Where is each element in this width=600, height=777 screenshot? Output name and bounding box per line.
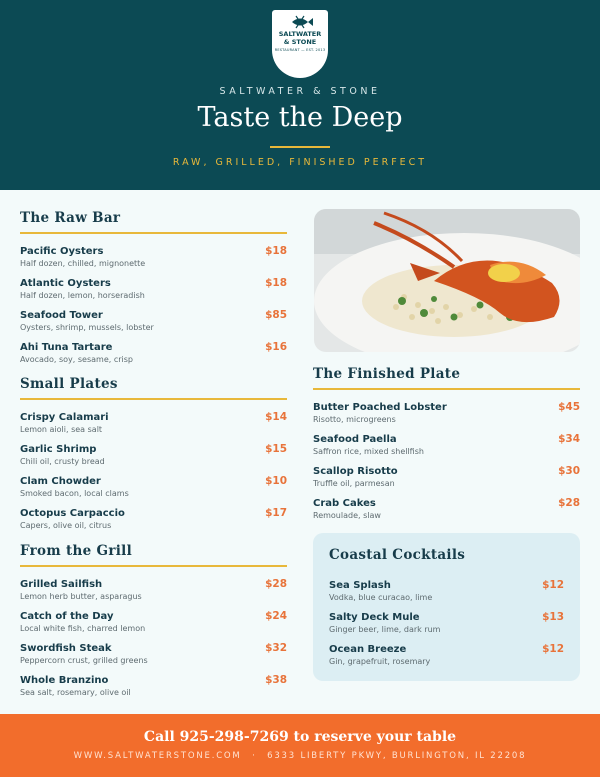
section-small-plates <box>20 376 287 540</box>
menu-item <box>20 246 287 278</box>
item-price: $30 <box>558 465 580 477</box>
section-divider <box>20 398 287 400</box>
item-description: Sea salt, rosemary, olive oil <box>20 688 131 697</box>
menu-header <box>0 0 600 190</box>
item-name: Crab Cakes <box>313 498 376 509</box>
menu-item <box>313 466 580 498</box>
item-description: Half dozen, chilled, mignonette <box>20 259 146 268</box>
item-name: Salty Deck Mule <box>329 612 420 623</box>
item-name: Pacific Oysters <box>20 246 104 257</box>
section-title: The Raw Bar <box>20 210 121 226</box>
menu-item <box>329 612 564 644</box>
item-description: Avocado, soy, sesame, crisp <box>20 355 133 364</box>
item-description: Risotto, microgreens <box>313 415 396 424</box>
item-price: $15 <box>265 443 287 455</box>
item-description: Saffron rice, mixed shellfish <box>313 447 424 456</box>
item-price: $24 <box>265 610 287 622</box>
item-price: $14 <box>265 411 287 423</box>
item-name: Atlantic Oysters <box>20 278 111 289</box>
item-price: $28 <box>265 578 287 590</box>
lobster-dish-photo <box>314 209 580 352</box>
menu-item <box>20 342 287 374</box>
menu-item <box>313 434 580 466</box>
item-description: Ginger beer, lime, dark rum <box>329 625 441 634</box>
item-name: Crispy Calamari <box>20 412 109 423</box>
item-description: Lemon aioli, sea salt <box>20 425 103 434</box>
item-price: $18 <box>265 245 287 257</box>
section-title: Coastal Cocktails <box>329 547 466 563</box>
menu-item <box>329 580 564 612</box>
menu-item <box>20 412 287 444</box>
title-divider <box>270 146 330 148</box>
menu-item <box>329 644 564 676</box>
item-price: $12 <box>542 579 564 591</box>
item-name: Ocean Breeze <box>329 644 407 655</box>
fish-icon <box>272 14 328 30</box>
logo-text-line-2: & STONE <box>283 38 317 46</box>
item-price: $17 <box>265 507 287 519</box>
address: 6333 LIBERTY PKWY, BURLINGTON, IL 22208 <box>267 751 527 761</box>
section-divider <box>20 232 287 234</box>
item-description: Vodka, blue curacao, lime <box>329 593 433 602</box>
section-divider <box>20 565 287 567</box>
item-name: Sea Splash <box>329 580 391 591</box>
section-raw-bar <box>20 210 287 374</box>
item-name: Catch of the Day <box>20 611 114 622</box>
item-name: Seafood Paella <box>313 434 397 445</box>
menu-item <box>20 278 287 310</box>
item-name: Seafood Tower <box>20 310 103 321</box>
item-description: Truffle oil, parmesan <box>313 479 395 488</box>
item-name: Whole Branzino <box>20 675 109 686</box>
menu-title: Taste the Deep <box>197 102 403 133</box>
brand-name: SALTWATER & STONE <box>219 86 381 97</box>
item-name: Grilled Sailfish <box>20 579 103 590</box>
menu-item <box>20 611 287 643</box>
item-description: Lemon herb butter, asparagus <box>20 592 142 601</box>
item-price: $28 <box>558 497 580 509</box>
item-name: Garlic Shrimp <box>20 444 97 455</box>
item-name: Clam Chowder <box>20 476 101 487</box>
menu-item <box>20 675 287 707</box>
item-description: Capers, olive oil, citrus <box>20 521 112 530</box>
item-name: Ahi Tuna Tartare <box>20 342 113 353</box>
item-description: Half dozen, lemon, horseradish <box>20 291 145 300</box>
section-finished-plate <box>313 366 580 530</box>
restaurant-logo <box>272 10 328 78</box>
item-description: Oysters, shrimp, mussels, lobster <box>20 323 154 332</box>
contact-line <box>0 751 600 761</box>
item-name: Scallop Risotto <box>313 466 398 477</box>
logo-subtext: RESTAURANT — EST. 2013 <box>274 48 326 52</box>
item-price: $45 <box>558 401 580 413</box>
section-title: Small Plates <box>20 376 118 392</box>
menu-item <box>313 498 580 530</box>
item-description: Gin, grapefruit, rosemary <box>329 657 431 666</box>
item-name: Swordfish Steak <box>20 643 112 654</box>
item-name: Butter Poached Lobster <box>313 402 447 413</box>
item-description: Smoked bacon, local clams <box>20 489 129 498</box>
menu-item <box>20 579 287 611</box>
item-price: $32 <box>265 642 287 654</box>
item-price: $34 <box>558 433 580 445</box>
section-title: The Finished Plate <box>313 366 461 382</box>
menu-item <box>20 476 287 508</box>
tagline: RAW, GRILLED, FINISHED PERFECT <box>172 157 428 168</box>
item-description: Chili oil, crusty bread <box>20 457 105 466</box>
section-title: From the Grill <box>20 543 133 559</box>
item-price: $38 <box>265 674 287 686</box>
menu-item <box>313 402 580 434</box>
item-price: $13 <box>542 611 564 623</box>
section-coastal-cocktails <box>313 533 580 681</box>
item-description: Peppercorn crust, grilled greens <box>20 656 148 665</box>
footer-banner <box>0 714 600 777</box>
item-name: Octopus Carpaccio <box>20 508 125 519</box>
item-price: $16 <box>265 341 287 353</box>
menu-item <box>20 444 287 476</box>
website-link[interactable]: WWW.SALTWATERSTONE.COM <box>73 751 242 761</box>
item-price: $85 <box>265 309 287 321</box>
item-description: Local white fish, charred lemon <box>20 624 146 633</box>
reservation-call-to-action: Call 925-298-7269 to reserve your table <box>143 729 457 745</box>
menu-item <box>20 508 287 540</box>
section-from-the-grill <box>20 543 287 707</box>
item-description: Remoulade, slaw <box>313 511 381 520</box>
item-price: $12 <box>542 643 564 655</box>
menu-item <box>20 643 287 675</box>
logo-text-line-1: SALTWATER <box>278 30 322 38</box>
item-price: $18 <box>265 277 287 289</box>
separator-dot: · <box>252 751 257 761</box>
menu-item <box>20 310 287 342</box>
section-divider <box>313 388 580 390</box>
item-price: $10 <box>265 475 287 487</box>
